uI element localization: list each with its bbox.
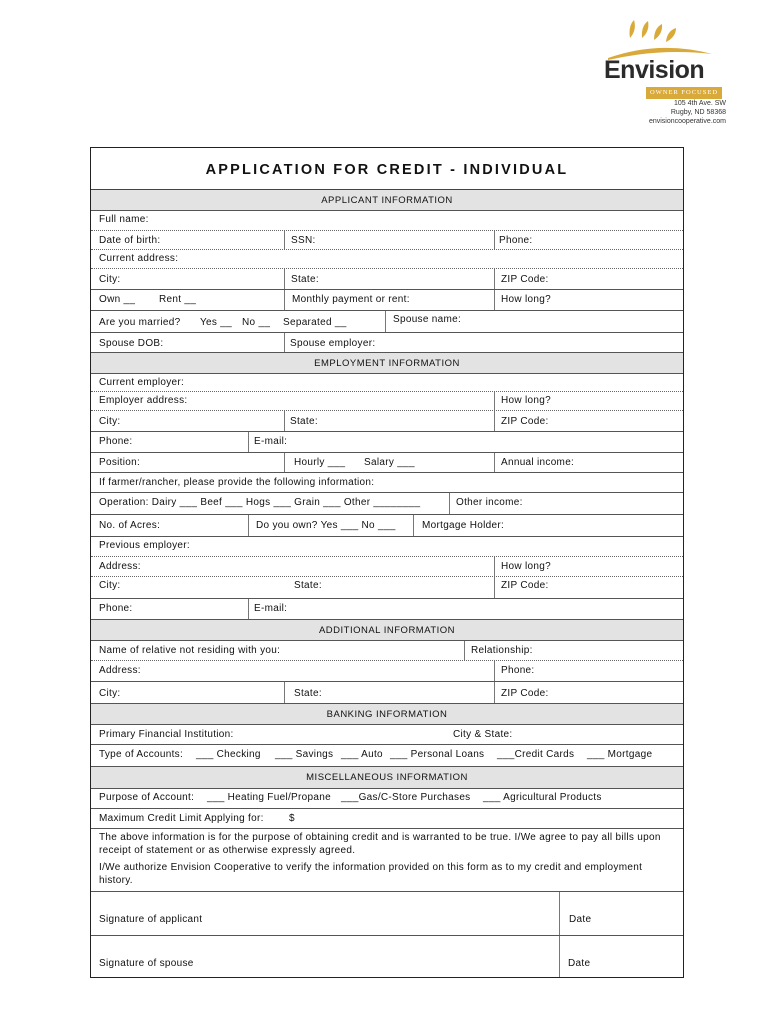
divider — [284, 333, 285, 352]
field-full-name[interactable] — [91, 211, 683, 231]
label-previous-address[interactable]: Address: — [99, 561, 141, 572]
row-previous-address — [91, 557, 683, 577]
label-acres[interactable]: No. of Acres: — [99, 520, 161, 531]
label-previous-city[interactable]: City: — [99, 580, 121, 591]
divider — [413, 515, 414, 536]
label-married: Are you married? — [99, 317, 181, 328]
logo-wordmark: Envision — [604, 56, 705, 84]
row-signature-applicant — [91, 892, 683, 936]
checkbox-auto[interactable]: ___ Auto — [341, 749, 383, 760]
label-employer-phone[interactable]: Phone: — [99, 436, 133, 447]
label-credit-limit: Maximum Credit Limit Applying for: — [99, 813, 264, 824]
label-relative-city[interactable]: City: — [99, 688, 121, 699]
label-position[interactable]: Position: — [99, 457, 141, 468]
row-married — [91, 311, 683, 333]
divider — [284, 682, 285, 703]
divider — [284, 231, 285, 249]
label-employment-how-long[interactable]: How long? — [501, 395, 551, 406]
divider — [284, 269, 285, 289]
authorization-text: I/We authorize Envision Cooperative to verify the information provided on this form as to my credit and employment history. — [99, 862, 643, 886]
row-employer-phone — [91, 432, 683, 453]
divider — [494, 290, 495, 310]
checkbox-rent[interactable]: Rent __ — [159, 294, 197, 305]
divider — [494, 557, 495, 576]
row-previous-phone — [91, 599, 683, 620]
divider — [284, 411, 285, 431]
row-signature-spouse — [91, 936, 683, 977]
label-spouse-dob[interactable]: Spouse DOB: — [99, 338, 164, 349]
field-current-address[interactable] — [91, 250, 683, 269]
divider — [385, 311, 386, 332]
label-spouse-name[interactable]: Spouse name: — [393, 314, 462, 325]
label-employer-address[interactable]: Employer address: — [99, 395, 188, 406]
checkbox-married-no[interactable]: No __ — [242, 317, 271, 328]
field-current-employer[interactable] — [91, 374, 683, 392]
label-annual-income[interactable]: Annual income: — [501, 457, 575, 468]
checkbox-checking[interactable]: ___ Checking — [196, 749, 261, 760]
section-header-banking: BANKING INFORMATION — [91, 704, 683, 725]
checkbox-own[interactable]: Own __ — [99, 294, 136, 305]
section-header-additional: ADDITIONAL INFORMATION — [91, 620, 683, 641]
envision-logo — [600, 18, 730, 98]
row-acres — [91, 515, 683, 537]
row-financial-institution — [91, 725, 683, 745]
checkbox-separated[interactable]: Separated __ — [283, 317, 347, 328]
label-relative-zip[interactable]: ZIP Code: — [501, 688, 549, 699]
divider — [559, 936, 560, 977]
checkbox-married-yes[interactable]: Yes __ — [200, 317, 233, 328]
checkbox-savings[interactable]: ___ Savings — [275, 749, 334, 760]
section-header-employment: EMPLOYMENT INFORMATION — [91, 353, 683, 374]
address-line-1: 105 4th Ave. SW — [673, 100, 726, 107]
checkbox-operation-type[interactable]: Operation: Dairy ___ Beef ___ Hogs ___ Grain ___ Other ________ — [99, 497, 421, 508]
checkbox-credit-cards[interactable]: ___Credit Cards — [497, 749, 575, 760]
label-dob[interactable]: Date of birth: — [99, 235, 161, 246]
checkbox-personal-loans[interactable]: ___ Personal Loans — [390, 749, 485, 760]
row-spouse — [91, 333, 683, 353]
address-website: envisioncooperative.com — [648, 118, 726, 125]
field-previous-employer[interactable] — [91, 537, 683, 557]
date-spouse-field[interactable]: Date — [568, 958, 591, 969]
row-terms — [91, 829, 683, 892]
row-city-state-zip — [91, 269, 683, 290]
checkbox-salary[interactable]: Salary ___ — [364, 457, 415, 468]
divider — [464, 641, 465, 660]
label-previous-email[interactable]: E-mail: — [254, 603, 288, 614]
row-own-rent — [91, 290, 683, 311]
checkbox-mortgage[interactable]: ___ Mortgage — [587, 749, 653, 760]
checkbox-heating-fuel[interactable]: ___ Heating Fuel/Propane — [207, 792, 331, 803]
credit-limit-field[interactable]: $ — [289, 813, 295, 824]
credit-application-form — [90, 147, 684, 978]
label-relative-name[interactable]: Name of relative not residing with you: — [99, 645, 281, 656]
divider — [494, 682, 495, 703]
checkbox-own-land[interactable]: Do you own? Yes ___ No ___ — [256, 520, 396, 531]
label-other-income[interactable]: Other income: — [456, 497, 523, 508]
label-zip[interactable]: ZIP Code: — [501, 274, 549, 285]
row-operation — [91, 493, 683, 515]
label-full-name: Full name: — [99, 214, 149, 225]
label-bank-city-state[interactable]: City & State: — [453, 729, 513, 740]
divider — [494, 453, 495, 472]
divider — [284, 290, 285, 310]
row-relative-address — [91, 661, 683, 682]
label-account-types: Type of Accounts: — [99, 749, 184, 760]
divider — [494, 231, 495, 249]
label-employer-city[interactable]: City: — [99, 416, 121, 427]
divider — [248, 515, 249, 536]
label-spouse-employer[interactable]: Spouse employer: — [290, 338, 376, 349]
label-employer-zip[interactable]: ZIP Code: — [501, 416, 549, 427]
checkbox-hourly[interactable]: Hourly ___ — [294, 457, 346, 468]
divider — [248, 599, 249, 619]
label-previous-state[interactable]: State: — [294, 580, 322, 591]
divider — [248, 432, 249, 452]
label-previous-phone[interactable]: Phone: — [99, 603, 133, 614]
label-previous-how-long[interactable]: How long? — [501, 561, 551, 572]
label-monthly-payment[interactable]: Monthly payment or rent: — [292, 294, 410, 305]
row-credit-limit — [91, 809, 683, 829]
row-position — [91, 453, 683, 473]
label-relative-phone[interactable]: Phone: — [501, 665, 535, 676]
label-previous-zip[interactable]: ZIP Code: — [501, 580, 549, 591]
signature-spouse-field[interactable]: Signature of spouse — [99, 958, 194, 969]
checkbox-agricultural[interactable]: ___ Agricultural Products — [483, 792, 602, 803]
section-header-misc: MISCELLANEOUS INFORMATION — [91, 767, 683, 789]
checkbox-gas-cstore[interactable]: ___Gas/C-Store Purchases — [341, 792, 471, 803]
divider — [449, 493, 450, 514]
label-current-address: Current address: — [99, 253, 179, 264]
divider — [494, 269, 495, 289]
row-dob-ssn-phone — [91, 231, 683, 250]
label-relationship[interactable]: Relationship: — [471, 645, 533, 656]
label-state[interactable]: State: — [291, 274, 319, 285]
section-header-applicant: APPLICANT INFORMATION — [91, 190, 683, 211]
form-title: APPLICATION FOR CREDIT - INDIVIDUAL — [91, 148, 683, 190]
label-relative-address[interactable]: Address: — [99, 665, 141, 676]
label-employer-email[interactable]: E-mail: — [254, 436, 288, 447]
disclaimer-text: The above information is for the purpose of obtaining credit and is warranted to be true. I/We agree to pay all bills upon receipt of statement or as otherwise expressly agreed. — [99, 832, 661, 856]
row-previous-city — [91, 577, 683, 599]
label-city[interactable]: City: — [99, 274, 121, 285]
label-relative-state[interactable]: State: — [294, 688, 322, 699]
row-relative — [91, 641, 683, 661]
row-purpose — [91, 789, 683, 809]
divider — [494, 577, 495, 598]
row-farmer-note — [91, 473, 683, 493]
row-employer-address — [91, 392, 683, 411]
label-purpose: Purpose of Account: — [99, 792, 195, 803]
row-account-types — [91, 745, 683, 767]
row-employer-city — [91, 411, 683, 432]
label-how-long[interactable]: How long? — [501, 294, 551, 305]
label-current-employer: Current employer: — [99, 377, 185, 388]
label-ssn[interactable]: SSN: — [291, 235, 316, 246]
logo-tagline: OWNER FOCUSED — [646, 87, 722, 99]
label-farmer-note: If farmer/rancher, please provide the following information: — [99, 477, 375, 488]
label-previous-employer: Previous employer: — [99, 540, 190, 551]
label-employer-state[interactable]: State: — [290, 416, 318, 427]
label-financial-institution[interactable]: Primary Financial Institution: — [99, 729, 234, 740]
address-line-2: Rugby, ND 58368 — [670, 109, 726, 116]
label-mortgage-holder[interactable]: Mortgage Holder: — [422, 520, 505, 531]
signature-applicant-field[interactable]: Signature of applicant — [99, 914, 203, 925]
date-applicant-field[interactable]: Date — [569, 914, 592, 925]
divider — [494, 661, 495, 681]
label-phone[interactable]: Phone: — [499, 235, 533, 246]
row-relative-city — [91, 682, 683, 704]
divider — [494, 392, 495, 410]
divider — [494, 411, 495, 431]
divider — [559, 892, 560, 935]
divider — [284, 453, 285, 472]
